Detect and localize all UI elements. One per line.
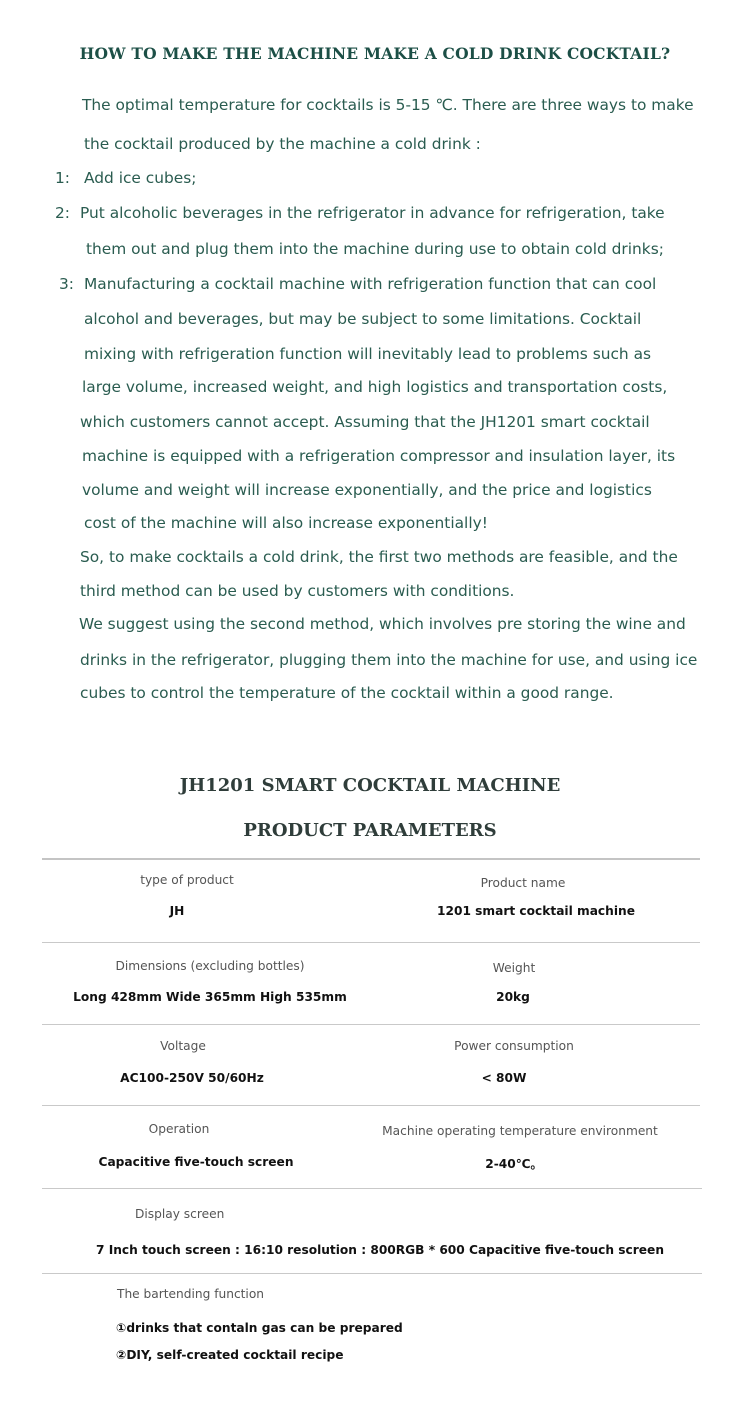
params-title: PRODUCT PARAMETERS — [243, 820, 497, 841]
conclusion-line-2: third method can be used by customers with conditions. — [80, 582, 515, 600]
method-3-line-2: alcohol and beverages, but may be subject to some limitations. Cocktail — [84, 310, 642, 328]
table-divider — [42, 1273, 702, 1274]
table-divider — [42, 942, 700, 943]
dimensions-label: Dimensions (excluding bottles) — [115, 959, 305, 973]
weight-label: Weight — [492, 961, 536, 975]
dimensions-value: Long 428mm Wide 365mm High 535mm — [73, 990, 347, 1004]
display-label: Display screen — [135, 1207, 225, 1221]
voltage-value: AC100-250V 50/60Hz — [120, 1071, 264, 1085]
method-2-number: 2: — [55, 204, 70, 222]
method-3-line-1: Manufacturing a cocktail machine with refrigeration function that can cool — [84, 275, 657, 293]
method-3-number: 3: — [59, 275, 74, 293]
method-2-line-2: them out and plug them into the machine during use to obtain cold drinks; — [86, 240, 664, 258]
power-label: Power consumption — [454, 1039, 574, 1053]
method-1-line-1: Add ice cubes; — [84, 169, 197, 187]
method-2-line-1: Put alcoholic beverages in the refrigerator in advance for refrigeration, take — [80, 204, 665, 222]
table-divider — [42, 1188, 702, 1189]
type-label: type of product — [140, 873, 234, 887]
voltage-label: Voltage — [160, 1039, 206, 1053]
method-3-line-5: which customers cannot accept. Assuming that the JH1201 smart cocktail — [80, 413, 650, 431]
page-title: HOW TO MAKE THE MACHINE MAKE A COLD DRINK COCKTAIL? — [79, 44, 671, 63]
operation-value: Capacitive five-touch screen — [98, 1155, 294, 1169]
product-name-label: Product name — [480, 876, 566, 890]
suggestion-line-2: drinks in the refrigerator, plugging them into the machine for use, and using ice — [80, 651, 698, 669]
product-name-value: 1201 smart cocktail machine — [437, 904, 635, 918]
table-divider — [42, 1105, 700, 1106]
bartending-item-1: ①drinks that contaln gas can be prepared — [116, 1321, 403, 1335]
table-divider — [42, 1024, 700, 1025]
method-3-line-3: mixing with refrigeration function will inevitably lead to problems such as — [84, 345, 652, 363]
suggestion-line-3: cubes to control the temperature of the cocktail within a good range. — [80, 684, 614, 702]
operation-label: Operation — [148, 1122, 210, 1136]
bartending-label: The bartending function — [117, 1287, 264, 1301]
table-divider — [42, 858, 700, 860]
intro-line-2: the cocktail produced by the machine a cold drink : — [84, 135, 481, 153]
method-3-line-7: volume and weight will increase exponentially, and the price and logistics — [82, 481, 652, 499]
bartending-item-2: ②DIY, self-created cocktail recipe — [116, 1348, 344, 1362]
product-title: JH1201 SMART COCKTAIL MACHINE — [179, 775, 561, 796]
display-value: 7 Inch touch screen : 16:10 resolution : 800RGB * 600 Capacitive five-touch screen — [95, 1243, 665, 1257]
method-1-number: 1: — [55, 169, 70, 187]
conclusion-line-1: So, to make cocktails a cold drink, the first two methods are feasible, and the — [80, 548, 678, 566]
method-3-line-8: cost of the machine will also increase exponentially! — [84, 514, 488, 532]
weight-value: 20kg — [496, 990, 530, 1004]
method-3-line-4: large volume, increased weight, and high logistics and transportation costs, — [82, 378, 668, 396]
suggestion-line-1: We suggest using the second method, which involves pre storing the wine and — [79, 615, 686, 633]
intro-line-1: The optimal temperature for cocktails is 5-15 ℃. There are three ways to make — [82, 96, 694, 114]
type-value: JH — [169, 904, 185, 918]
method-3-line-6: machine is equipped with a refrigeration compressor and insulation layer, its — [82, 447, 676, 465]
power-value: < 80W — [481, 1071, 527, 1085]
temperature-value: 2-40℃。 — [485, 1157, 543, 1171]
temperature-label: Machine operating temperature environment — [382, 1124, 658, 1138]
